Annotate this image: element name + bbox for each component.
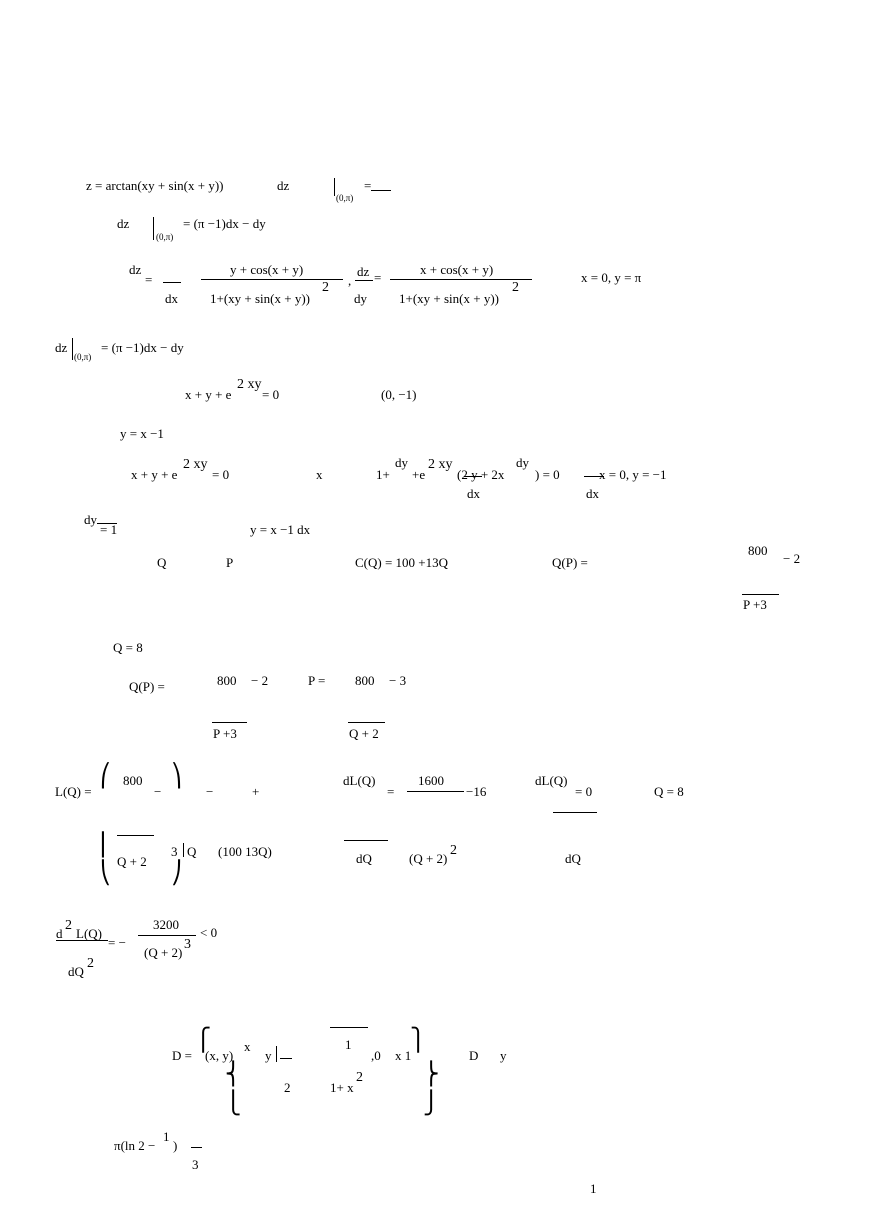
tangent-line: y = x −1 dx: [250, 522, 311, 537]
fraction-bar: [390, 279, 532, 280]
fraction-bar: [344, 840, 388, 841]
closing-paren: ): [173, 1138, 178, 1153]
second-derivative-d: d: [56, 926, 63, 941]
equation-rhs: = 0: [575, 784, 593, 799]
partial-numerator: dz: [129, 262, 142, 277]
equation-rhs: = 0: [262, 387, 280, 402]
fraction-bar: [355, 280, 373, 281]
radicand: 1+ x: [330, 1080, 354, 1095]
function-definition: z = arctan(xy + sin(x + y)): [86, 178, 224, 193]
inverse-function: P =: [308, 673, 326, 688]
region-label: D =: [172, 1048, 192, 1063]
differential-symbol: dz: [277, 178, 290, 193]
fraction-bar: [407, 791, 464, 792]
differential-symbol: dz: [55, 340, 68, 355]
exponent: 2: [87, 956, 94, 971]
exponent: 2 xy: [428, 457, 453, 472]
term: −16: [466, 784, 487, 799]
plus-sign: +: [252, 784, 260, 799]
variable: x: [316, 467, 323, 482]
demand-function: Q(P) =: [129, 679, 165, 694]
derivative-denominator: dx: [467, 486, 480, 501]
denominator: 3: [192, 1157, 199, 1172]
term: +e: [412, 467, 426, 482]
answer-value: Q = 8: [113, 640, 143, 655]
term: 3: [171, 844, 178, 859]
exponent: 2 xy: [183, 457, 208, 472]
fraction-bar: [163, 282, 181, 283]
cost-term: (100 13Q): [218, 844, 272, 859]
evaluation-bar: [72, 338, 73, 360]
term: (2 y + 2x: [457, 467, 505, 482]
evaluation-bar: [153, 217, 154, 240]
radical-bar: [212, 722, 247, 723]
equals-sign: =: [145, 272, 153, 287]
partial-denominator: dx: [165, 291, 178, 306]
paren-bottom-left: ⎝: [100, 860, 111, 885]
differential-symbol: dz: [117, 216, 130, 231]
substitution-point: x = 0, y = −1: [599, 467, 667, 482]
paren-top-left: ⎛: [100, 763, 111, 788]
cost-function: C(Q) = 100 +13Q: [355, 555, 449, 570]
point-set: (x, y): [205, 1048, 234, 1063]
fraction-bar: [56, 940, 108, 941]
exponent: 2: [65, 918, 72, 933]
derivative-denominator: dQ: [356, 851, 372, 866]
evaluation-point: (0,π): [336, 193, 354, 203]
radical-bar: [348, 722, 385, 723]
tangent-line-answer: y = x −1: [120, 426, 164, 441]
derivative-denominator: dx: [586, 486, 599, 501]
radical-bar: [117, 835, 154, 836]
derivative-numerator: dL(Q): [535, 773, 568, 788]
exponent: 2: [322, 280, 329, 295]
brace-middle-left: ⎨: [225, 1061, 242, 1086]
fraction-denominator: 1+(xy + sin(x + y)): [399, 291, 499, 306]
equation-rhs: ) = 0: [535, 467, 560, 482]
answer-blank: [371, 190, 391, 191]
answer-expression: = (π −1)dx − dy: [183, 216, 266, 231]
numerator: 800: [217, 673, 237, 688]
denominator: 2: [284, 1080, 291, 1095]
partial-numerator: dz: [357, 264, 370, 279]
fraction-bar: [464, 476, 482, 477]
radicand: P +3: [213, 726, 237, 741]
numerator: 1600: [418, 773, 444, 788]
region-symbol: D: [469, 1048, 479, 1063]
paren-mid-right: [183, 843, 184, 857]
demand-function: Q(P) =: [552, 555, 588, 570]
variable: x: [244, 1039, 251, 1054]
brace-middle-right: ⎬: [423, 1061, 440, 1086]
paren-bottom-right: ⎠: [171, 860, 182, 885]
brace-top-left: ⎧: [195, 1027, 212, 1052]
comma: ,: [348, 273, 352, 288]
term: − 2: [783, 551, 801, 566]
brace-bottom-right: ⎭: [423, 1090, 440, 1115]
radicand: P +3: [743, 597, 767, 612]
fraction-numerator: x + cos(x + y): [420, 262, 494, 277]
derivative-numerator: dy: [395, 455, 408, 470]
numerator: 800: [123, 773, 143, 788]
term: ,0: [371, 1048, 381, 1063]
brace-top-right: ⎫: [410, 1027, 427, 1052]
fraction-bar: [138, 935, 196, 936]
exponent: 3: [184, 937, 191, 952]
variable: y: [265, 1048, 272, 1063]
volume-answer: π(ln 2 −: [114, 1138, 156, 1153]
fraction-bar: [553, 812, 597, 813]
variable: Q: [157, 555, 167, 570]
second-derivative-function: L(Q): [76, 926, 102, 941]
substitution-point: x = 0, y = π: [581, 270, 642, 285]
paren-top-right: ⎞: [171, 763, 182, 788]
partial-denominator: dy: [354, 291, 367, 306]
radicand: Q + 2: [117, 854, 147, 869]
exponent: 2: [450, 843, 457, 858]
numerator: 800: [748, 543, 768, 558]
fraction-numerator: y + cos(x + y): [230, 262, 304, 277]
fraction-denominator: 1+(xy + sin(x + y)): [210, 291, 310, 306]
term: 1+: [376, 467, 390, 482]
minus-sign: −: [206, 784, 214, 799]
minus-sign: −: [154, 784, 162, 799]
equals-sign: =: [387, 784, 395, 799]
answer-expression: = (π −1)dx − dy: [101, 340, 184, 355]
variable: Q: [187, 844, 197, 859]
radicand: Q + 2: [349, 726, 379, 741]
derivative-numerator: dL(Q): [343, 773, 376, 788]
derivative-numerator: dy: [516, 455, 529, 470]
term: x 1: [395, 1048, 412, 1063]
equals-minus: = −: [108, 935, 126, 950]
numerator: 3200: [153, 917, 179, 932]
evaluation-point: (0,π): [156, 232, 174, 242]
derivative-value: = 1: [100, 522, 118, 537]
numerator: 800: [355, 673, 375, 688]
page-number: 1: [590, 1181, 597, 1196]
inequality: < 0: [200, 925, 218, 940]
variable: P: [226, 555, 234, 570]
axis-variable: y: [500, 1048, 507, 1063]
point: (0, −1): [381, 387, 417, 402]
evaluation-bar: [334, 178, 335, 196]
radical-bar: [330, 1027, 368, 1028]
derivative-numerator: dy: [84, 512, 97, 527]
equals-sign: =: [364, 178, 372, 193]
denominator: (Q + 2): [144, 945, 183, 960]
derivative-denominator: dQ: [565, 851, 581, 866]
exponent: 2: [356, 1070, 363, 1085]
exponent: 2: [512, 280, 519, 295]
numerator: 1: [345, 1037, 352, 1052]
fraction-bar: [191, 1147, 202, 1148]
implicit-equation: x + y + e: [185, 387, 232, 402]
brace-bottom-left: ⎩: [225, 1090, 242, 1115]
second-derivative-denominator: dQ: [68, 964, 84, 979]
denominator: (Q + 2): [409, 851, 448, 866]
exponent: 2 xy: [237, 377, 262, 392]
evaluation-point: (0,π): [74, 352, 92, 362]
term: − 3: [389, 673, 407, 688]
fraction-bar: [280, 1058, 292, 1059]
profit-function: L(Q) =: [55, 784, 92, 799]
equals-sign: =: [374, 270, 382, 285]
paren-mid-left: ⎜: [100, 832, 111, 857]
numerator: 1: [163, 1129, 170, 1144]
radical-bar: [742, 594, 779, 595]
implicit-equation: x + y + e: [131, 467, 178, 482]
set-bar: [276, 1046, 277, 1062]
equation-rhs: = 0: [212, 467, 230, 482]
answer-value: Q = 8: [654, 784, 684, 799]
term: − 2: [251, 673, 269, 688]
